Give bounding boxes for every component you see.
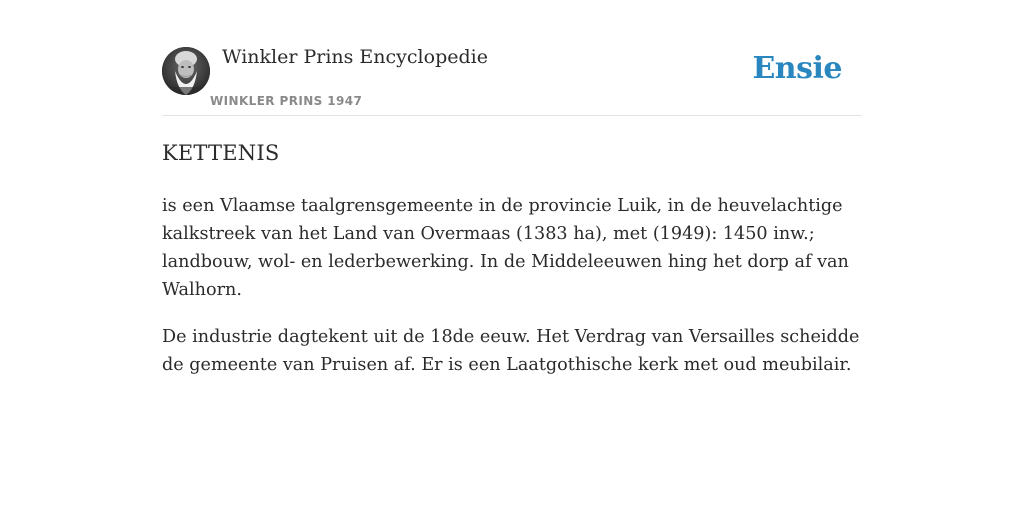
author-avatar[interactable] — [162, 47, 210, 95]
source-header — [162, 0, 862, 116]
article-body — [162, 192, 867, 398]
page-container — [162, 0, 862, 375]
article-paragraph: De industrie dagtekent uit de 18de eeuw. Het Verdrag van Versailles scheidde de gemeente van Pruisen af. Er is een Laatgothische kerk met oud meubilair. — [162, 327, 860, 375]
article-title: KETTENIS — [162, 141, 280, 165]
article-paragraph: is een Vlaamse taalgrensgemeente in de provincie Luik, in de heuvelachtige kalkstreek van het Land van Overmaas (1383 ha), met (1949): 1450 inw.; landbouw, wol- en lederbewerking. In de Middeleeuwen hing het dorp af van Walhorn. — [162, 196, 849, 300]
source-title-link[interactable]: Winkler Prins Encyclopedie — [222, 46, 488, 68]
ensie-logo[interactable]: Ensie — [752, 51, 842, 86]
portrait-image — [162, 47, 210, 95]
source-edition: WINKLER PRINS 1947 — [210, 94, 363, 108]
